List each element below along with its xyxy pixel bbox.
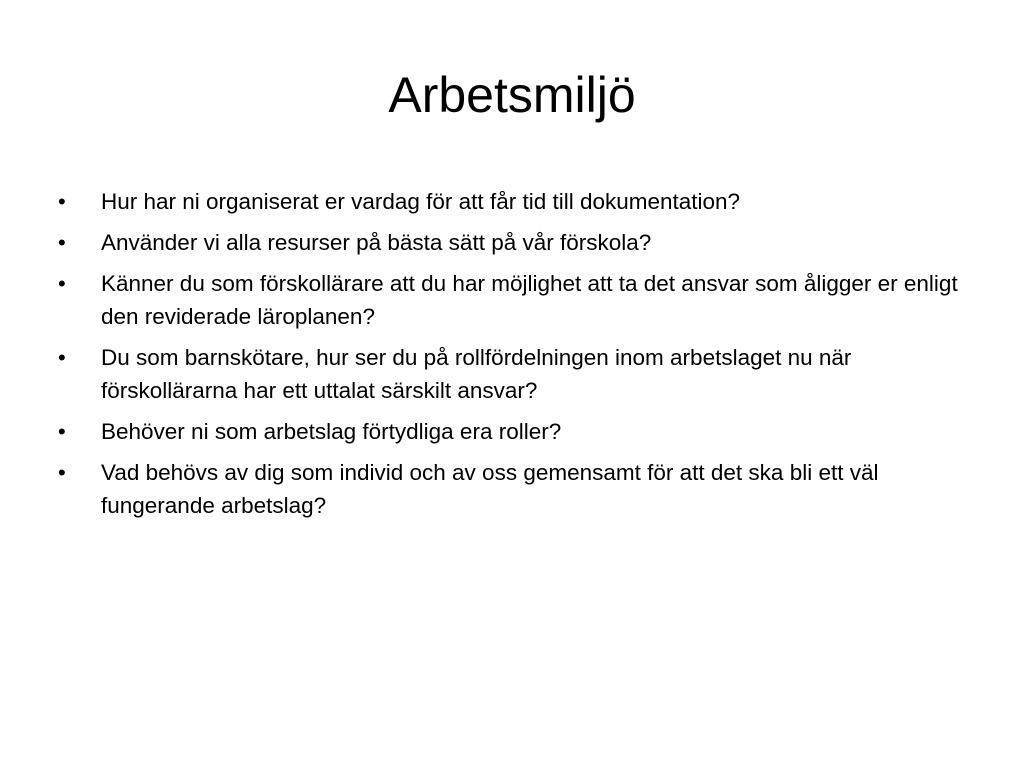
bullet-text: Du som barnskötare, hur ser du på rollfördelningen inom arbetslaget nu när förskollärarna har ett uttalat särskilt ansvar? xyxy=(101,345,852,403)
bullet-icon: • xyxy=(58,345,66,370)
bullet-list xyxy=(58,185,968,530)
bullet-text: Hur har ni organiserat er vardag för att får tid till dokumentation? xyxy=(101,189,741,214)
bullet-text: Vad behövs av dig som individ och av oss gemensamt för att det ska bli ett väl fungerande arbetslag? xyxy=(101,460,879,518)
list-item xyxy=(58,267,968,333)
list-item xyxy=(58,185,968,218)
bullet-text: Känner du som förskollärare att du har möjlighet att ta det ansvar som åligger er enligt den reviderade läroplanen? xyxy=(101,271,958,329)
bullet-text: Behöver ni som arbetslag förtydliga era roller? xyxy=(101,419,562,444)
list-item xyxy=(58,341,968,407)
bullet-icon: • xyxy=(58,189,66,214)
bullet-icon: • xyxy=(58,419,66,444)
bullet-text: Använder vi alla resurser på bästa sätt på vår förskola? xyxy=(101,230,652,255)
bullet-icon: • xyxy=(58,230,66,255)
list-item xyxy=(58,415,968,448)
bullet-icon: • xyxy=(58,271,66,296)
bullet-icon: • xyxy=(58,460,66,485)
list-item xyxy=(58,456,968,522)
slide-title: Arbetsmiljö xyxy=(388,67,636,123)
list-item xyxy=(58,226,968,259)
